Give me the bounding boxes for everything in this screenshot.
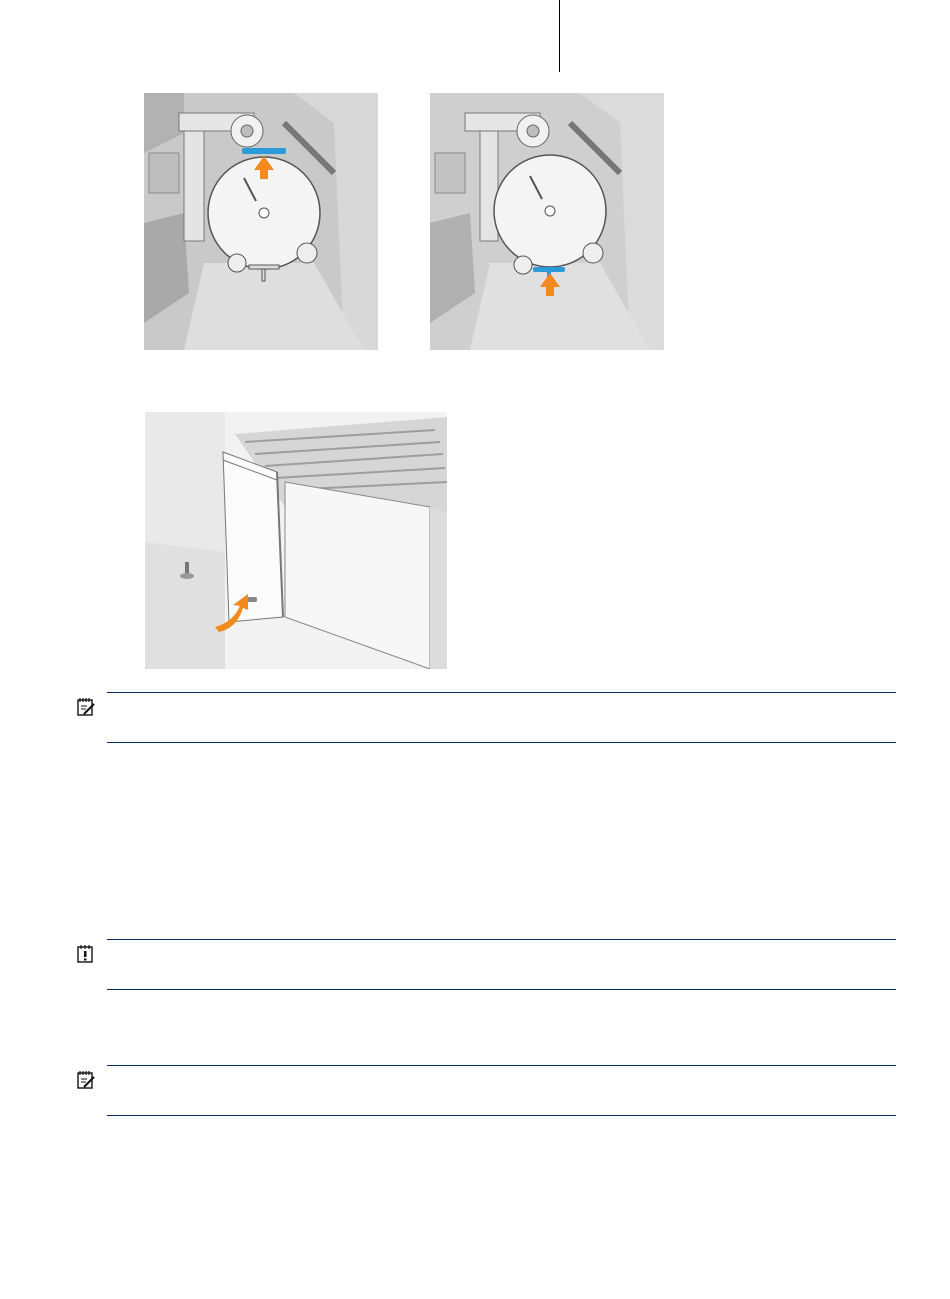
figure-cabinet-door	[145, 412, 447, 669]
note2-rule-top	[107, 1065, 896, 1066]
note-rule-top	[107, 692, 896, 693]
important-rule-bottom	[107, 989, 896, 990]
figure-roll-top	[144, 93, 378, 350]
note-icon	[76, 697, 96, 717]
note-rule-bottom	[107, 742, 896, 743]
note-icon	[76, 1070, 96, 1090]
top-vertical-line	[559, 0, 560, 72]
important-rule-top	[107, 939, 896, 940]
important-icon	[76, 944, 96, 964]
figure-roll-bottom	[430, 93, 664, 350]
note2-rule-bottom	[107, 1115, 896, 1116]
